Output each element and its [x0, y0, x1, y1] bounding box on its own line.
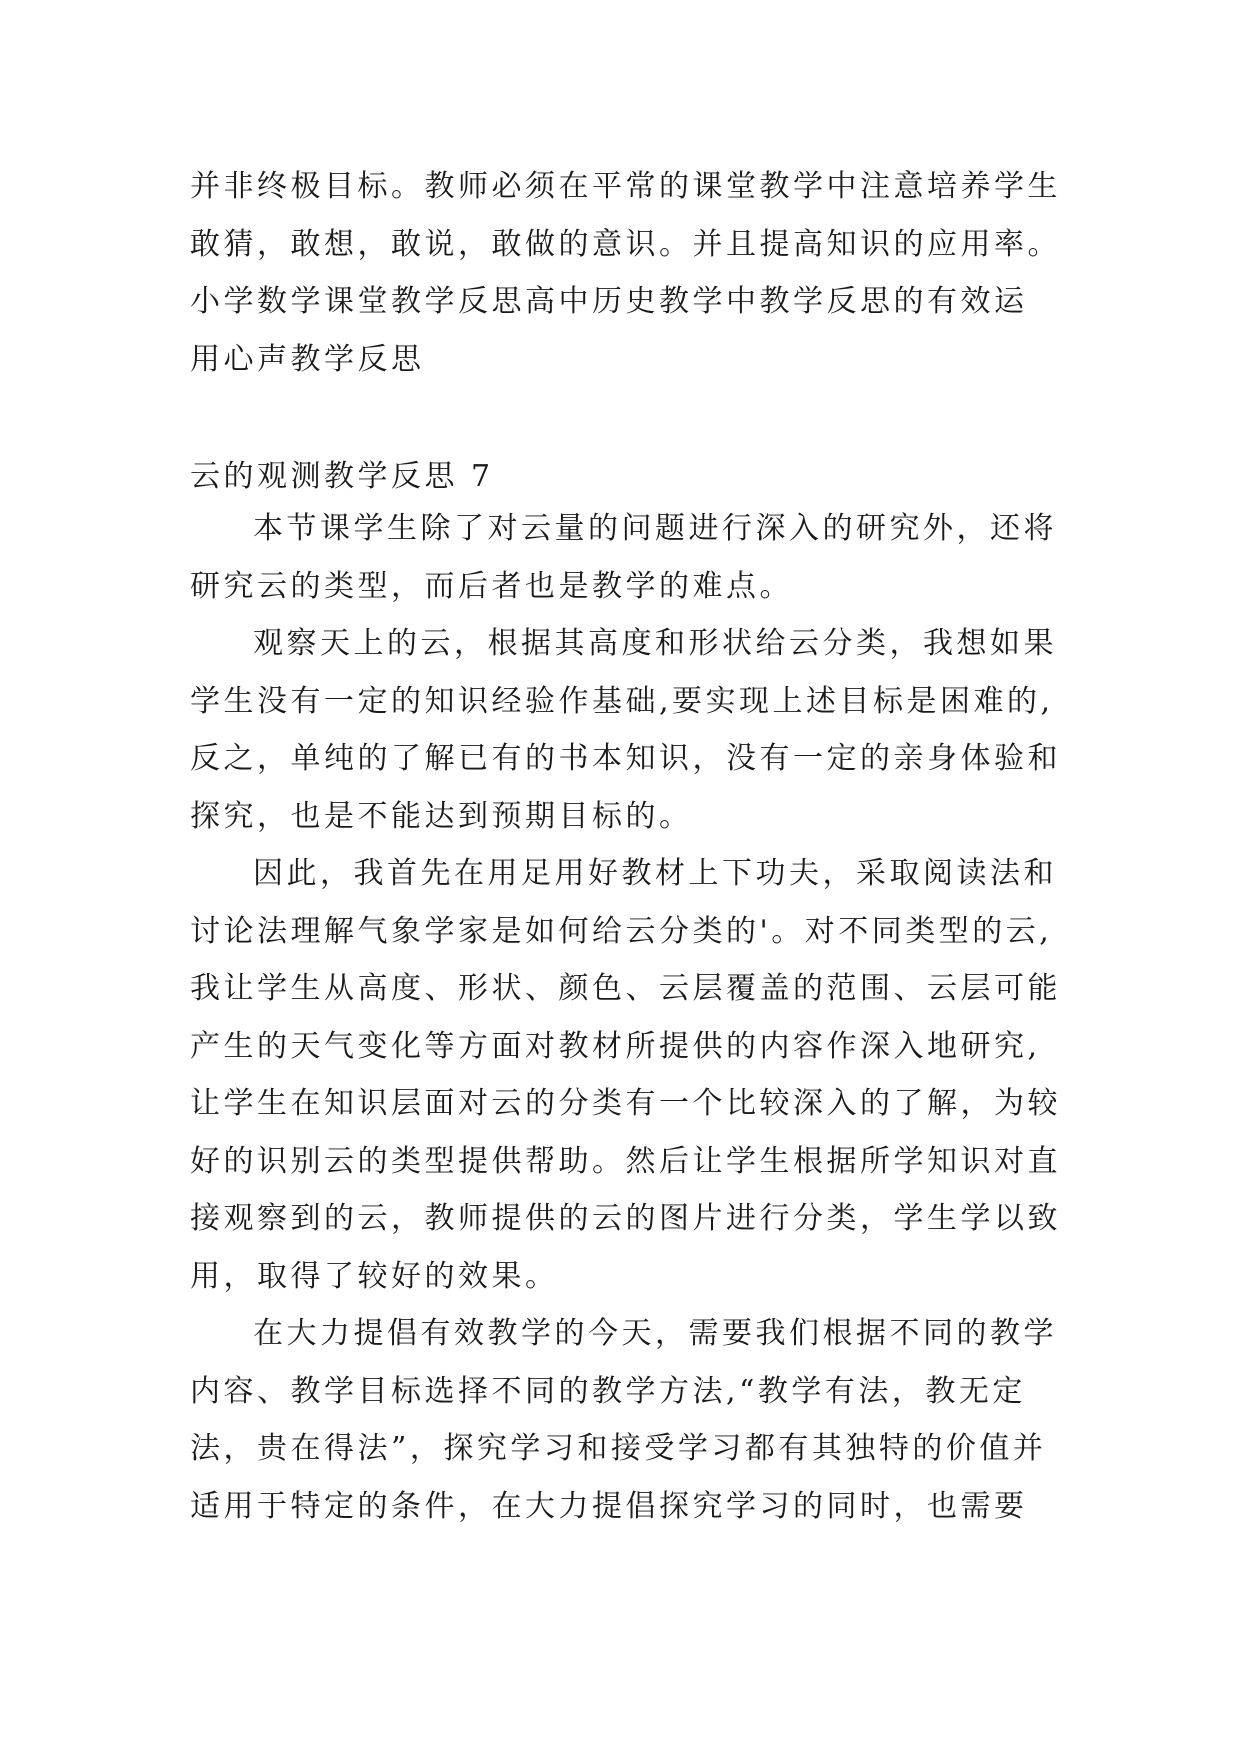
paragraph-first-line: 因此，我首先在用足用好教材上下功夫，采取阅读法和: [253, 856, 1057, 891]
text-line: 研究云的类型，而后者也是教学的难点。: [190, 568, 793, 604]
text-line: 好的识别云的类型提供帮助。然后让学生根据所学知识对直: [190, 1143, 1061, 1179]
text-line: 产生的天气变化等方面对教材所提供的内容作深入地研究,: [190, 1028, 1041, 1064]
text-line: 反之，单纯的了解已有的书本知识，没有一定的亲身体验和: [190, 741, 1061, 776]
text-line: 并非终极目标。教师必须在平常的课堂教学中注意培养学生: [190, 169, 1061, 204]
intro-paragraph: [190, 158, 1060, 388]
section-heading: [190, 448, 1060, 506]
text-line: 我让学生从高度、形状、颜色、云层覆盖的范围、云层可能: [190, 971, 1061, 1006]
section-title: 云的观测教学反思 7: [190, 459, 494, 494]
paragraph-first-line: 本节课学生除了对云量的问题进行深入的研究外，还将: [253, 511, 1057, 546]
text-line: 敢猜，敢想，敢说，敢做的意识。并且提高知识的应用率。: [190, 226, 1061, 262]
text-line: 适用于特定的条件，在大力提倡探究学习的同时，也需要: [190, 1488, 1028, 1524]
text-line: 学生没有一定的知识经验作基础,要实现上述目标是困难的,: [190, 683, 1054, 719]
text-line: 让学生在知识层面对云的分类有一个比较深入的了解，为较: [190, 1086, 1061, 1121]
text-line: 用心声教学反思: [190, 341, 425, 377]
text-line: 内容、教学目标选择不同的教学方法,“教学有法，教无定: [190, 1373, 1026, 1409]
text-line: 法，贵在得法”，探究学习和接受学习都有其独特的价值并: [190, 1431, 1047, 1466]
text-line: 小学数学课堂教学反思高中历史教学中教学反思的有效运: [190, 284, 1028, 319]
section-body: [190, 500, 1060, 1535]
text-line: 用，取得了较好的效果。: [190, 1258, 559, 1294]
paragraph-first-line: 在大力提倡有效教学的今天，需要我们根据不同的教学: [253, 1316, 1057, 1351]
text-line: 讨论法理解气象学家是如何给云分类的'。对不同类型的云,: [190, 913, 1053, 949]
paragraph-first-line: 观察天上的云，根据其高度和形状给云分类，我想如果: [253, 626, 1057, 661]
text-line: 接观察到的云，教师提供的云的图片进行分类，学生学以致: [190, 1201, 1061, 1236]
text-line: 探究，也是不能达到预期目标的。: [190, 798, 693, 834]
